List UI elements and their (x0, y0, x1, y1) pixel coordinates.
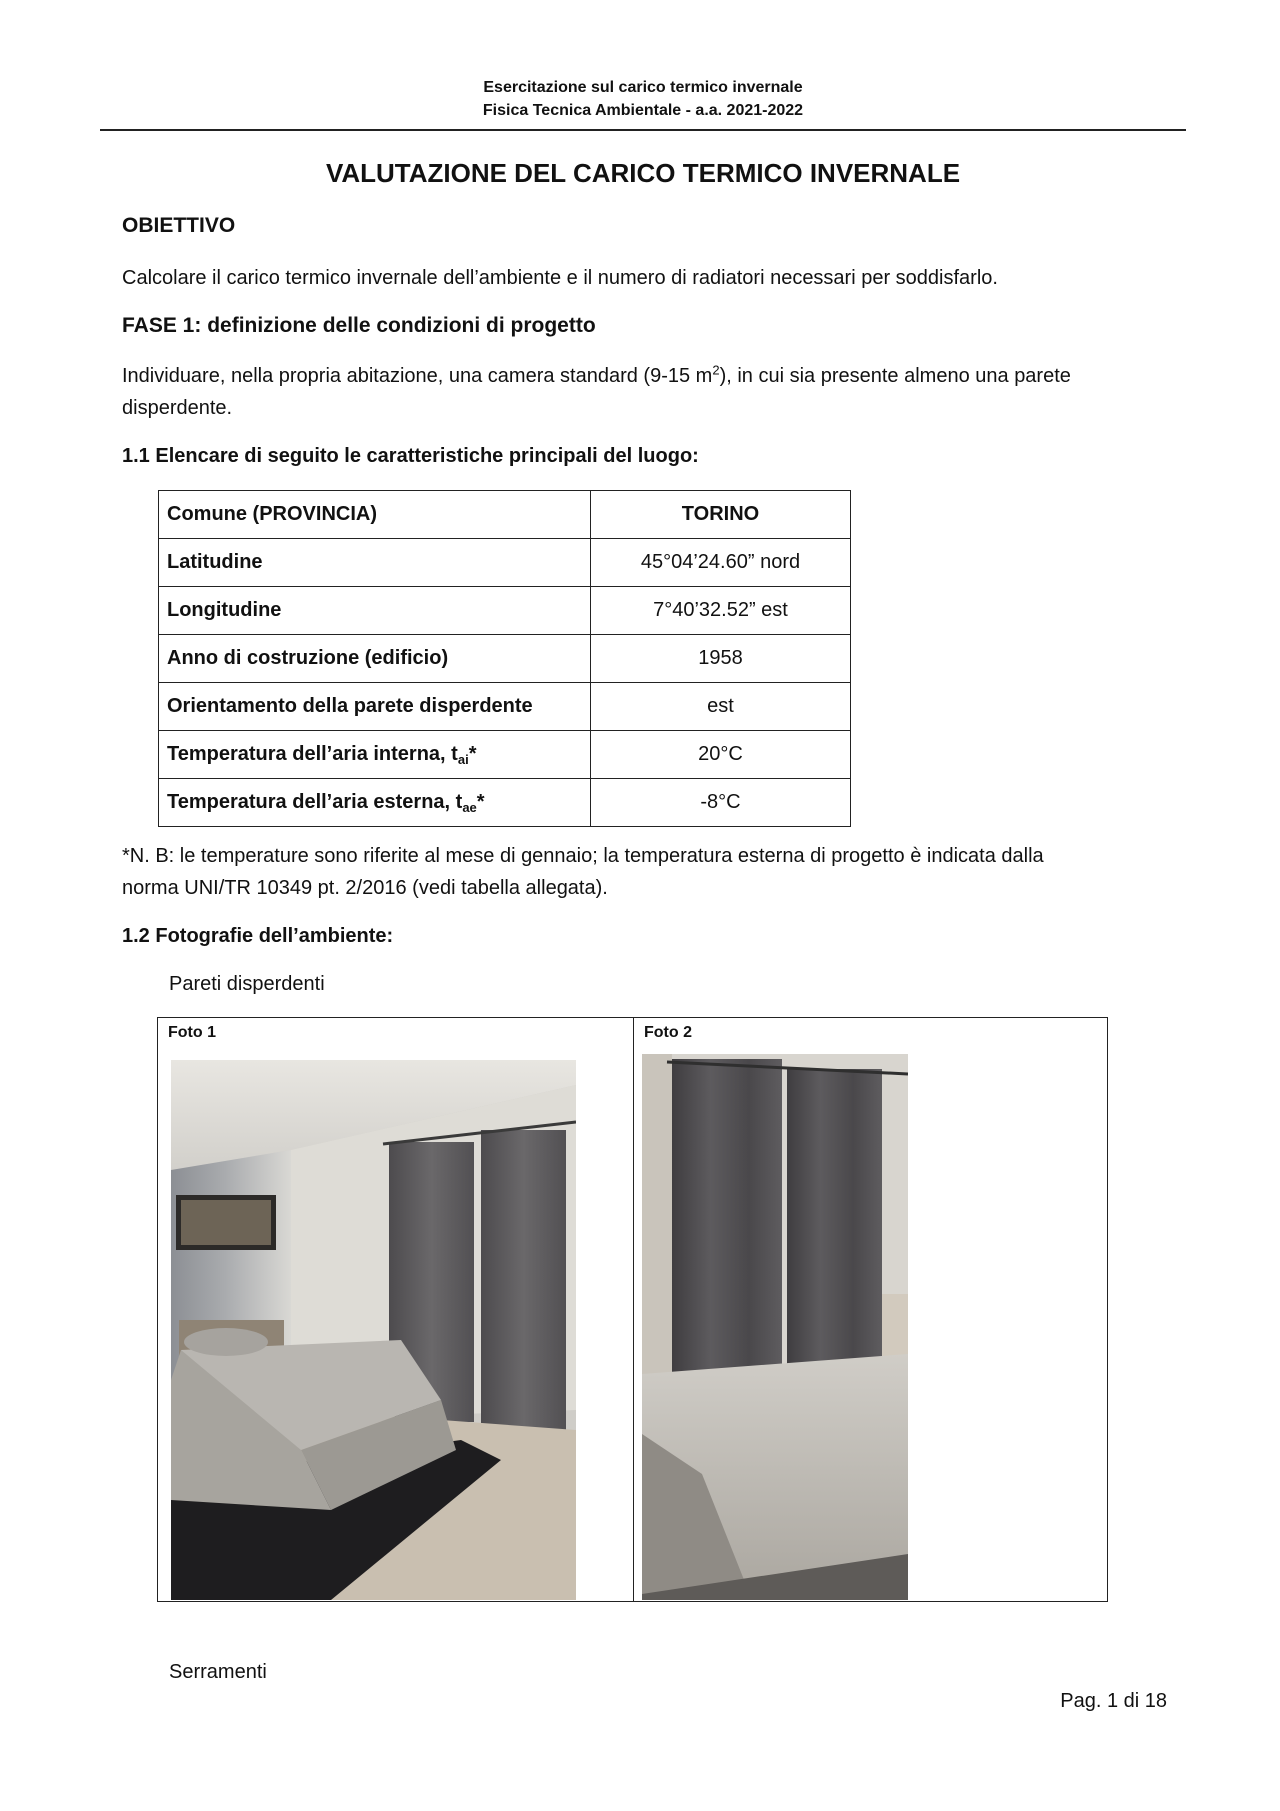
row-value: est (591, 683, 851, 731)
row-label: Longitudine (159, 587, 591, 635)
header-line-1: Esercitazione sul carico termico invernale (483, 79, 803, 96)
row-label-text: Temperatura dell’aria interna, t (167, 742, 458, 765)
phase1-heading: FASE 1: definizione delle condizioni di progetto (122, 314, 596, 337)
phase1-text-c: disperdente. (122, 397, 233, 419)
page-title: VALUTAZIONE DEL CARICO TERMICO INVERNALE (325, 158, 961, 188)
bedroom-photo-1 (171, 1060, 576, 1600)
header-line-2: Fisica Tecnica Ambientale - a.a. 2021-2022 (482, 102, 804, 119)
note-line-2: norma UNI/TR 10349 pt. 2/2016 (vedi tabella allegata). (122, 877, 608, 899)
table-row (159, 779, 851, 827)
page-number: Pag. 1 di 18 (1060, 1690, 1167, 1712)
row-label-suffix: * (468, 742, 477, 765)
header-divider (100, 129, 1186, 131)
bedroom-photo-2 (642, 1054, 908, 1600)
row-value: 1958 (591, 635, 851, 683)
table-row (159, 731, 851, 779)
row-value: TORINO (591, 491, 851, 539)
table-row (159, 587, 851, 635)
row-label-text: Temperatura dell’aria esterna, t (167, 790, 463, 813)
objective-heading: OBIETTIVO (122, 214, 236, 237)
bedroom-photo-1-image (171, 1060, 576, 1600)
table-row (159, 635, 851, 683)
table-row (159, 539, 851, 587)
walls-subheading: Pareti disperdenti (169, 973, 325, 995)
bedroom-photo-2-image (642, 1054, 908, 1600)
table-row (159, 683, 851, 731)
row-label: Latitudine (159, 539, 591, 587)
phase1-text-b: ), in cui sia presente almeno una parete (719, 365, 1071, 387)
objective-text: Calcolare il carico termico invernale dell’ambiente e il numero di radiatori necessari per soddisfarlo. (122, 267, 998, 289)
photo-table-divider (633, 1018, 634, 1601)
row-value: -8°C (591, 779, 851, 827)
row-label (159, 731, 591, 779)
row-label-subscript: ae (462, 799, 477, 815)
row-value: 7°40’32.52” est (591, 587, 851, 635)
phase1-text-sup: 2 (712, 362, 720, 378)
phase1-text (122, 360, 1182, 424)
row-label: Anno di costruzione (edificio) (159, 635, 591, 683)
temperature-note (122, 840, 1182, 904)
row-label-suffix: * (476, 790, 485, 813)
row-label: Orientamento della parete disperdente (159, 683, 591, 731)
photo2-label: Foto 2 (644, 1024, 692, 1041)
windows-subheading: Serramenti (169, 1661, 267, 1683)
photo1-label: Foto 1 (168, 1024, 216, 1041)
row-value: 20°C (591, 731, 851, 779)
row-label (159, 779, 591, 827)
note-line-1: *N. B: le temperature sono riferite al mese di gennaio; la temperatura esterna di progetto è indicata dalla (122, 845, 1044, 867)
photo-table (157, 1017, 1108, 1602)
row-label: Comune (PROVINCIA) (159, 491, 591, 539)
row-value: 45°04’24.60” nord (591, 539, 851, 587)
table-row (159, 491, 851, 539)
section-1-1-heading: 1.1 Elencare di seguito le caratteristiche principali del luogo: (122, 445, 699, 467)
phase1-text-a: Individuare, nella propria abitazione, una camera standard (9-15 m (122, 365, 713, 387)
section-1-2-heading: 1.2 Fotografie dell’ambiente: (122, 925, 394, 947)
row-label-subscript: ai (457, 751, 469, 767)
site-info-table (158, 490, 851, 827)
